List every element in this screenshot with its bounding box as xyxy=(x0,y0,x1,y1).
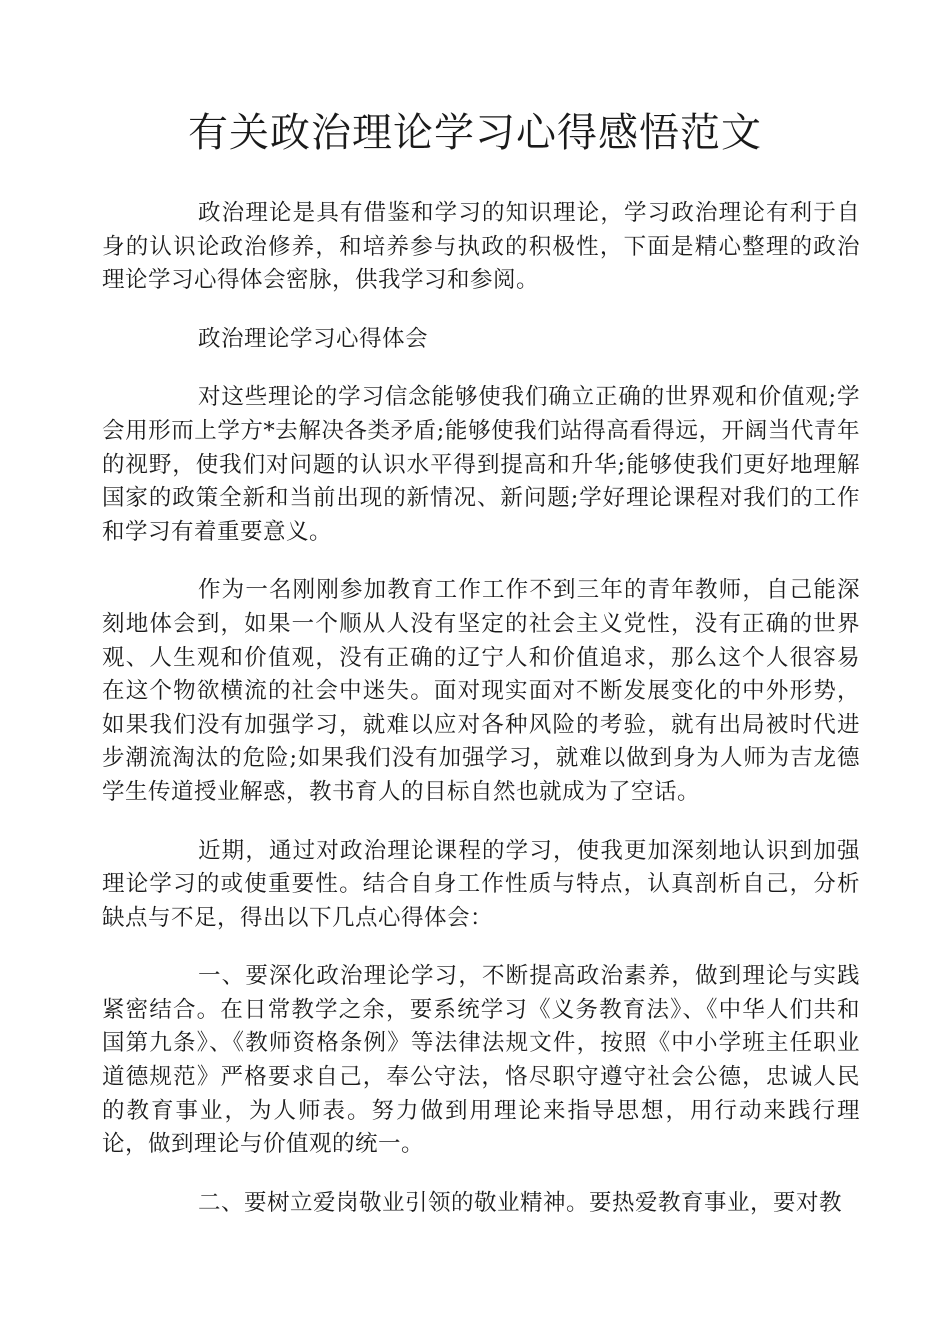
paragraph-point-one: 一、要深化政治理论学习，不断提高政治素养，做到理论与实践紧密结合。在日常教学之余，要系统学习《义务教育法》、《中华人们共和国第九条》、《教师资格条例》等法律法规文件，按照《中小学班主任职业道德规范》严格要求自己，奉公守法，恪尽职守遵守社会公德，忠诚人民的教育事业，为人师表。努力做到用理论来指导思想，用行动来践行理论，做到理论与价值观的统一。 xyxy=(102,963,860,1158)
paragraph-intro: 政治理论是具有借鉴和学习的知识理论，学习政治理论有利于自身的认识论政治修养，和培养参与执政的积极性，下面是精心整理的政治理论学习心得体会密脉，供我学习和参阅。 xyxy=(102,200,860,294)
paragraph-recent-study: 近期，通过对政治理论课程的学习，使我更加深刻地认识到加强理论学习的或使重要性。结合自身工作性质与特点，认真剖析自己，分析缺点与不足，得出以下几点心得体会： xyxy=(102,837,860,931)
section-heading: 政治理论学习心得体会 xyxy=(198,325,429,352)
document-title: 有关政治理论学习心得感悟范文 xyxy=(188,110,762,156)
paragraph-point-two: 二、要树立爱岗敬业引领的敬业精神。要热爱教育事业，要对教 xyxy=(198,1189,843,1216)
document-body xyxy=(102,197,860,1245)
paragraph-young-teacher: 作为一名刚刚参加教育工作工作不到三年的青年教师，自己能深刻地体会到，如果一个顺从人没有坚定的社会主义党性，没有正确的世界观、人生观和价值观，没有正确的辽宁人和价值追求，那么这个人很容易在这个物欲横流的社会中迷失。面对现实面对不断发展变化的中外形势，如果我们没有加强学习，就难以应对各种风险的考验，就有出局被时代进步潮流淘汰的危险;如果我们没有加强学习，就难以做到身为人师为吉龙德学生传道授业解惑，教书育人的目标自然也就成为了空话。 xyxy=(102,577,860,805)
paragraph-theory-importance: 对这些理论的学习信念能够使我们确立正确的世界观和价值观;学会用形而上学方*去解决各类矛盾;能够使我们站得高看得远，开阔当代青年的视野，使我们对问题的认识水平得到提高和升华;能够使我们更好地理解国家的政策全新和当前出现的新情况、新问题;学好理论课程对我们的工作和学习有着重要意义。 xyxy=(102,384,860,545)
